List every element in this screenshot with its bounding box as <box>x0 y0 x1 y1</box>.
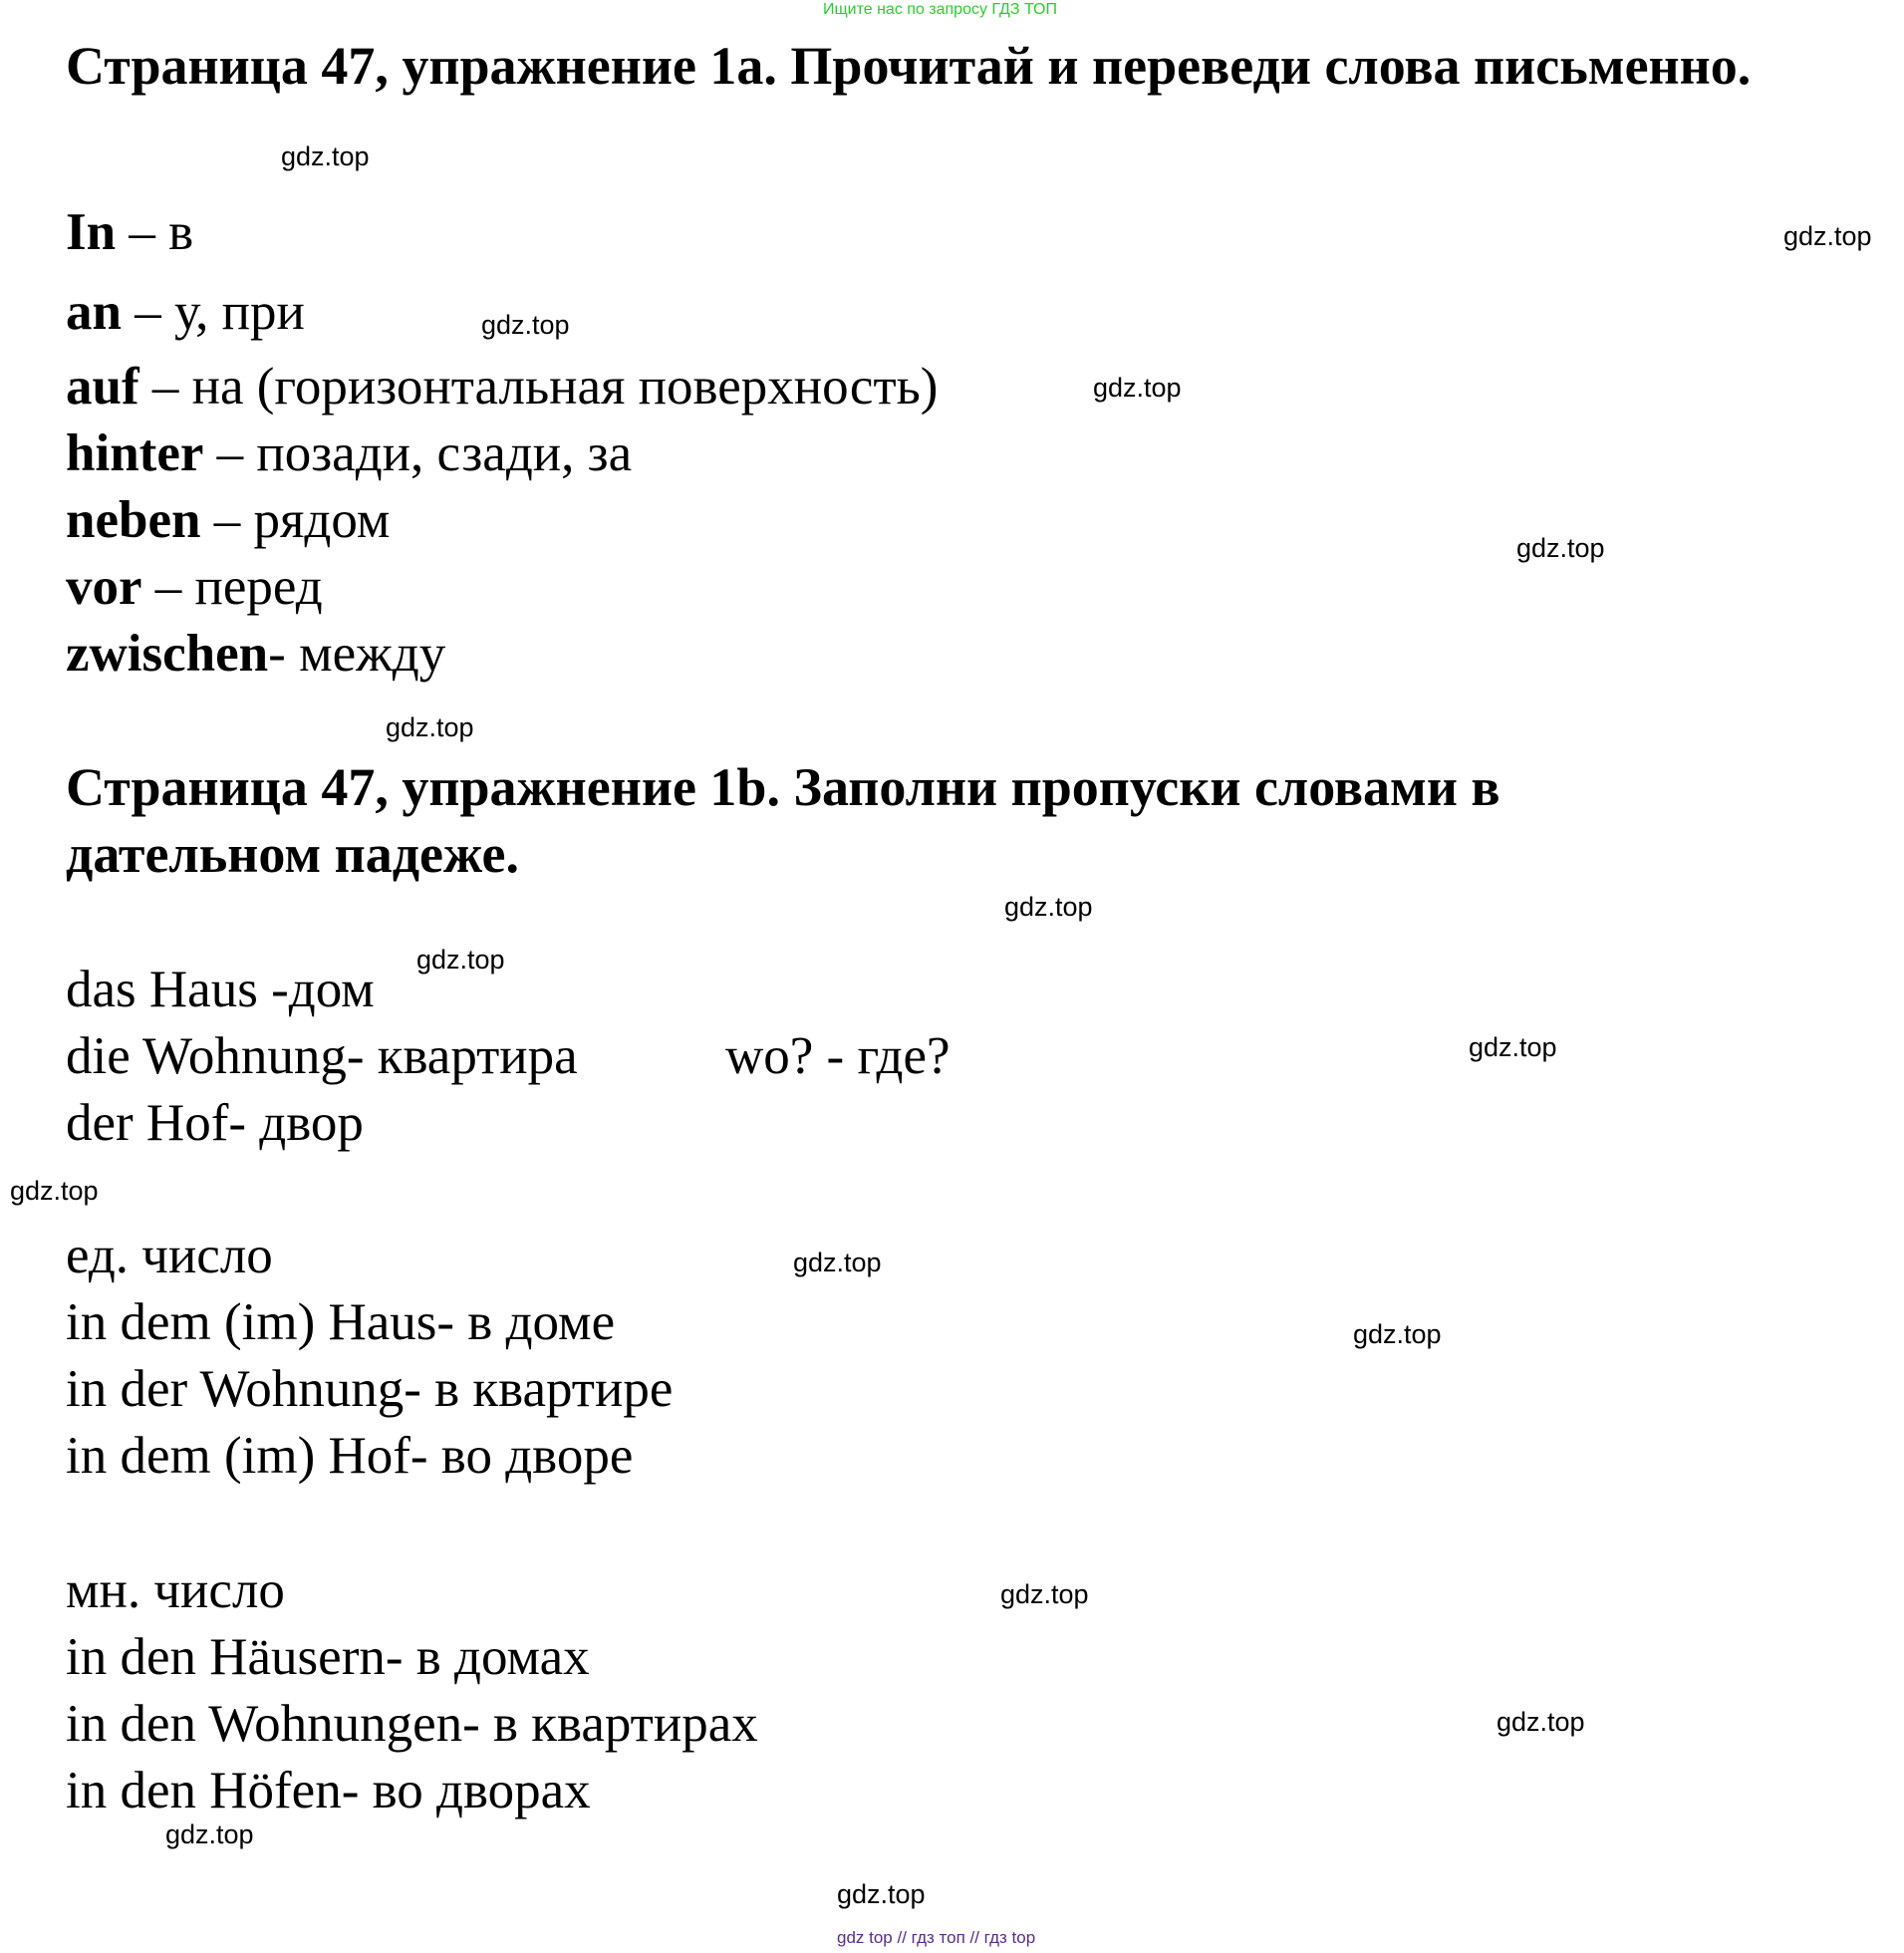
vocab-sep: – <box>116 203 169 261</box>
singular-label: ед. число <box>66 1227 273 1284</box>
vocab-term: In <box>66 203 117 261</box>
vocab-sep: – <box>138 358 192 416</box>
vocab-item <box>66 357 938 417</box>
vocab-translation: рядом <box>253 491 391 549</box>
watermark: gdz.top <box>837 1879 926 1909</box>
noun-wohnung: die Wohnung- квартира <box>66 1027 578 1085</box>
noun-haus: das Haus -дом <box>66 961 375 1018</box>
watermark: gdz.top <box>1000 1579 1089 1609</box>
vocab-sep: – <box>141 558 195 616</box>
vocab-item <box>66 202 193 262</box>
vocab-sep: – <box>200 491 254 549</box>
vocab-translation: между <box>299 625 446 683</box>
watermark: gdz.top <box>1004 892 1093 922</box>
question-wo: wo? - где? <box>725 1027 951 1085</box>
watermark: gdz.top <box>1353 1319 1442 1349</box>
watermark: gdz.top <box>1783 221 1872 251</box>
vocab-translation: позади, сзади, за <box>256 424 633 482</box>
section2-heading-line1: Страница 47, упражнение 1b. Заполни пропуски словами в <box>66 757 1500 817</box>
vocab-term: vor <box>66 558 142 616</box>
watermark: gdz.top <box>1093 373 1182 403</box>
singular-hof: in dem (im) Hof- во дворе <box>66 1427 634 1485</box>
section1-heading: Страница 47, упражнение 1a. Прочитай и переведи слова письменно. <box>66 36 1752 96</box>
singular-wohnung: in der Wohnung- в квартире <box>66 1360 674 1418</box>
noun-hof: der Hof- двор <box>66 1094 364 1152</box>
watermark: gdz.top <box>10 1176 99 1206</box>
vocab-term: neben <box>66 491 201 549</box>
vocab-translation: у, при <box>173 283 305 341</box>
vocab-item <box>66 282 305 342</box>
singular-haus: in dem (im) Haus- в доме <box>66 1293 616 1351</box>
vocab-item <box>66 557 323 617</box>
watermark: gdz.top <box>1496 1707 1585 1737</box>
section2-heading-line2: дательном падеже. <box>66 824 519 884</box>
watermark: gdz.top <box>165 1819 254 1849</box>
top-banner: Ищите нас по запросу ГДЗ ТОП <box>823 1 1057 18</box>
watermark: gdz.top <box>281 141 370 171</box>
vocab-term: an <box>66 283 122 341</box>
watermark: gdz.top <box>1516 533 1605 563</box>
watermark: gdz.top <box>416 945 505 975</box>
vocab-item <box>66 490 390 550</box>
vocab-sep: - <box>268 625 300 683</box>
vocab-item <box>66 624 445 684</box>
footer-links: gdz top // гдз топ // гдз top <box>837 1928 1036 1947</box>
watermark: gdz.top <box>1469 1032 1557 1062</box>
vocab-translation: в <box>168 203 194 261</box>
plural-hoefe: in den Höfen- во дворах <box>66 1762 591 1819</box>
vocab-term: zwischen <box>66 625 269 683</box>
vocab-term: hinter <box>66 424 204 482</box>
watermark: gdz.top <box>793 1248 882 1277</box>
vocab-sep: – <box>121 283 174 341</box>
watermark: gdz.top <box>481 310 570 340</box>
vocab-sep: – <box>203 424 257 482</box>
vocab-term: auf <box>66 358 139 416</box>
watermark: gdz.top <box>386 712 474 742</box>
plural-haeuser: in den Häusern- в домах <box>66 1628 590 1686</box>
vocab-translation: перед <box>194 558 323 616</box>
vocab-item <box>66 423 632 483</box>
plural-wohnungen: in den Wohnungen- в квартирах <box>66 1695 758 1753</box>
vocab-translation: на (горизонтальная поверхность) <box>191 358 939 416</box>
plural-label: мн. число <box>66 1561 285 1619</box>
